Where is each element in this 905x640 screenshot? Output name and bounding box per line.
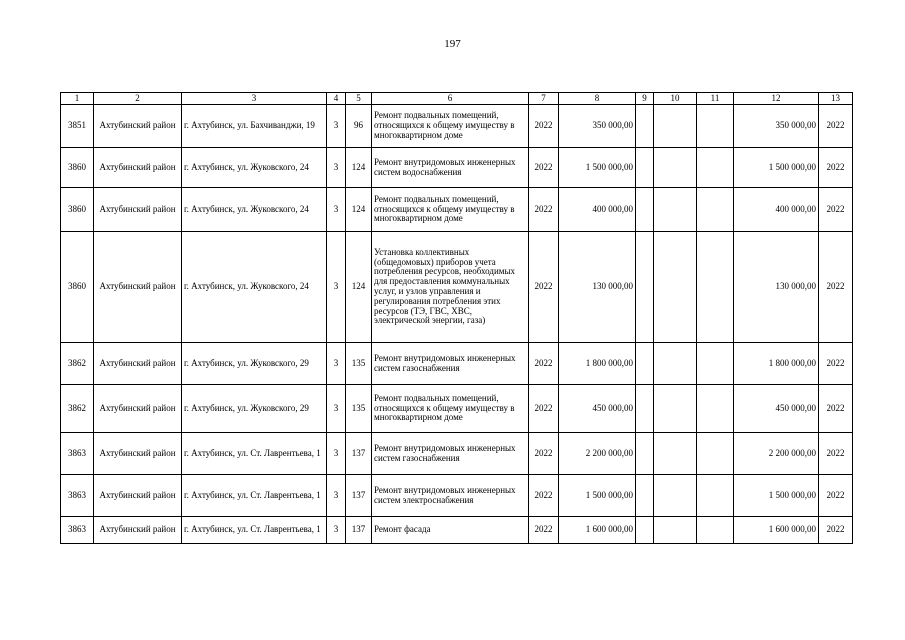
header-col-9: 9: [636, 93, 654, 105]
cell-object-number: 3862: [61, 385, 94, 433]
cell-district: Ахтубинский район: [94, 475, 182, 517]
cell-col10: [654, 475, 697, 517]
cell-amount-total: 450 000,00: [734, 385, 819, 433]
header-col-11: 11: [697, 93, 734, 105]
header-col-13: 13: [819, 93, 853, 105]
cell-work-type: Ремонт внутридомовых инженерных систем водоснабжения: [372, 148, 529, 188]
cell-col5: 124: [346, 148, 372, 188]
table-row: [61, 105, 853, 148]
cell-amount-total: 400 000,00: [734, 188, 819, 232]
cell-amount-total: 1 600 000,00: [734, 517, 819, 544]
table-row: [61, 232, 853, 343]
header-col-6: 6: [372, 93, 529, 105]
cell-object-number: 3863: [61, 517, 94, 544]
cell-address: г. Ахтубинск, ул. Жуковского, 29: [182, 343, 327, 385]
cell-col5: 124: [346, 188, 372, 232]
cell-district: Ахтубинский район: [94, 343, 182, 385]
cell-district: Ахтубинский район: [94, 517, 182, 544]
cell-object-number: 3860: [61, 188, 94, 232]
cell-district: Ахтубинский район: [94, 385, 182, 433]
cell-object-number: 3860: [61, 232, 94, 343]
cell-col4: 3: [327, 148, 346, 188]
cell-address: г. Ахтубинск, ул. Ст. Лаврентьева, 1: [182, 433, 327, 475]
cell-col5: 135: [346, 385, 372, 433]
cell-address: г. Ахтубинск, ул. Жуковского, 29: [182, 385, 327, 433]
cell-col11: [697, 148, 734, 188]
cell-amount: 400 000,00: [559, 188, 636, 232]
cell-col11: [697, 188, 734, 232]
table-row: [61, 475, 853, 517]
cell-address: г. Ахтубинск, ул. Жуковского, 24: [182, 148, 327, 188]
cell-col11: [697, 475, 734, 517]
cell-district: Ахтубинский район: [94, 188, 182, 232]
cell-col5: 137: [346, 433, 372, 475]
cell-col10: [654, 232, 697, 343]
cell-completion-year: 2022: [819, 148, 853, 188]
cell-year: 2022: [529, 148, 559, 188]
header-row: [61, 93, 853, 105]
cell-completion-year: 2022: [819, 433, 853, 475]
table-row: [61, 343, 853, 385]
cell-amount-total: 1 500 000,00: [734, 475, 819, 517]
cell-col5: 135: [346, 343, 372, 385]
cell-amount: 130 000,00: [559, 232, 636, 343]
cell-col5: 124: [346, 232, 372, 343]
cell-work-type: Ремонт подвальных помещений, относящихся к общему имуществу в многоквартирном доме: [372, 385, 529, 433]
cell-completion-year: 2022: [819, 188, 853, 232]
cell-year: 2022: [529, 433, 559, 475]
cell-work-type: Ремонт фасада: [372, 517, 529, 544]
cell-amount: 1 800 000,00: [559, 343, 636, 385]
cell-object-number: 3860: [61, 148, 94, 188]
cell-col10: [654, 148, 697, 188]
cell-col11: [697, 232, 734, 343]
header-col-7: 7: [529, 93, 559, 105]
header-col-2: 2: [94, 93, 182, 105]
page-number: 197: [444, 38, 461, 50]
cell-completion-year: 2022: [819, 385, 853, 433]
cell-col9: [636, 475, 654, 517]
cell-district: Ахтубинский район: [94, 105, 182, 148]
cell-district: Ахтубинский район: [94, 148, 182, 188]
cell-amount-total: 1 500 000,00: [734, 148, 819, 188]
cell-completion-year: 2022: [819, 232, 853, 343]
cell-work-type: Ремонт внутридомовых инженерных систем газоснабжения: [372, 343, 529, 385]
cell-amount: 1 500 000,00: [559, 475, 636, 517]
cell-col9: [636, 188, 654, 232]
cell-col11: [697, 517, 734, 544]
cell-work-type: Ремонт подвальных помещений, относящихся к общему имуществу в многоквартирном доме: [372, 105, 529, 148]
table-body: [61, 105, 853, 544]
cell-col9: [636, 343, 654, 385]
table-row: [61, 517, 853, 544]
cell-col4: 3: [327, 105, 346, 148]
cell-completion-year: 2022: [819, 343, 853, 385]
header-col-12: 12: [734, 93, 819, 105]
cell-amount-total: 2 200 000,00: [734, 433, 819, 475]
cell-work-type: Установка коллективных (общедомовых) приборов учета потребления ресурсов, необходимых для предоставления коммунальных услуг, и узлов управления и регулирования потребления этих ресурсов (ТЭ, ГВС, ХВС, электрической энергии, газа): [372, 232, 529, 343]
table-row: [61, 148, 853, 188]
cell-completion-year: 2022: [819, 517, 853, 544]
table-header: [61, 93, 853, 105]
header-col-5: 5: [346, 93, 372, 105]
cell-year: 2022: [529, 385, 559, 433]
cell-col4: 3: [327, 343, 346, 385]
cell-work-type: Ремонт внутридомовых инженерных систем газоснабжения: [372, 433, 529, 475]
cell-work-type: Ремонт подвальных помещений, относящихся к общему имуществу в многоквартирном доме: [372, 188, 529, 232]
cell-col10: [654, 433, 697, 475]
cell-district: Ахтубинский район: [94, 433, 182, 475]
table-row: [61, 433, 853, 475]
cell-object-number: 3851: [61, 105, 94, 148]
cell-col5: 137: [346, 517, 372, 544]
cell-amount: 2 200 000,00: [559, 433, 636, 475]
cell-work-type: Ремонт внутридомовых инженерных систем электроснабжения: [372, 475, 529, 517]
cell-address: г. Ахтубинск, ул. Ст. Лаврентьева, 1: [182, 475, 327, 517]
cell-year: 2022: [529, 105, 559, 148]
cell-col11: [697, 343, 734, 385]
cell-year: 2022: [529, 517, 559, 544]
cell-col10: [654, 385, 697, 433]
cell-col4: 3: [327, 188, 346, 232]
cell-col10: [654, 517, 697, 544]
cell-year: 2022: [529, 188, 559, 232]
cell-col11: [697, 433, 734, 475]
table-row: [61, 385, 853, 433]
cell-col5: 96: [346, 105, 372, 148]
cell-completion-year: 2022: [819, 475, 853, 517]
header-col-8: 8: [559, 93, 636, 105]
cell-col10: [654, 105, 697, 148]
cell-year: 2022: [529, 232, 559, 343]
header-col-4: 4: [327, 93, 346, 105]
cell-col4: 3: [327, 232, 346, 343]
cell-col4: 3: [327, 385, 346, 433]
cell-col4: 3: [327, 517, 346, 544]
cell-col5: 137: [346, 475, 372, 517]
cell-col9: [636, 105, 654, 148]
cell-col9: [636, 232, 654, 343]
cell-amount: 350 000,00: [559, 105, 636, 148]
cell-col11: [697, 105, 734, 148]
repair-program-table: [60, 92, 853, 544]
cell-district: Ахтубинский район: [94, 232, 182, 343]
cell-col4: 3: [327, 475, 346, 517]
header-col-3: 3: [182, 93, 327, 105]
cell-object-number: 3863: [61, 475, 94, 517]
cell-amount-total: 1 800 000,00: [734, 343, 819, 385]
cell-col10: [654, 188, 697, 232]
cell-amount: 450 000,00: [559, 385, 636, 433]
cell-col9: [636, 385, 654, 433]
cell-col11: [697, 385, 734, 433]
cell-amount-total: 130 000,00: [734, 232, 819, 343]
cell-col9: [636, 517, 654, 544]
header-col-10: 10: [654, 93, 697, 105]
cell-col10: [654, 343, 697, 385]
cell-address: г. Ахтубинск, ул. Жуковского, 24: [182, 232, 327, 343]
cell-address: г. Ахтубинск, ул. Бахчиванджи, 19: [182, 105, 327, 148]
cell-completion-year: 2022: [819, 105, 853, 148]
cell-object-number: 3863: [61, 433, 94, 475]
cell-year: 2022: [529, 475, 559, 517]
cell-year: 2022: [529, 343, 559, 385]
table-row: [61, 188, 853, 232]
cell-col9: [636, 433, 654, 475]
cell-col4: 3: [327, 433, 346, 475]
cell-amount-total: 350 000,00: [734, 105, 819, 148]
cell-amount: 1 600 000,00: [559, 517, 636, 544]
cell-address: г. Ахтубинск, ул. Жуковского, 24: [182, 188, 327, 232]
cell-address: г. Ахтубинск, ул. Ст. Лаврентьева, 1: [182, 517, 327, 544]
header-col-1: 1: [61, 93, 94, 105]
cell-amount: 1 500 000,00: [559, 148, 636, 188]
cell-object-number: 3862: [61, 343, 94, 385]
cell-col9: [636, 148, 654, 188]
